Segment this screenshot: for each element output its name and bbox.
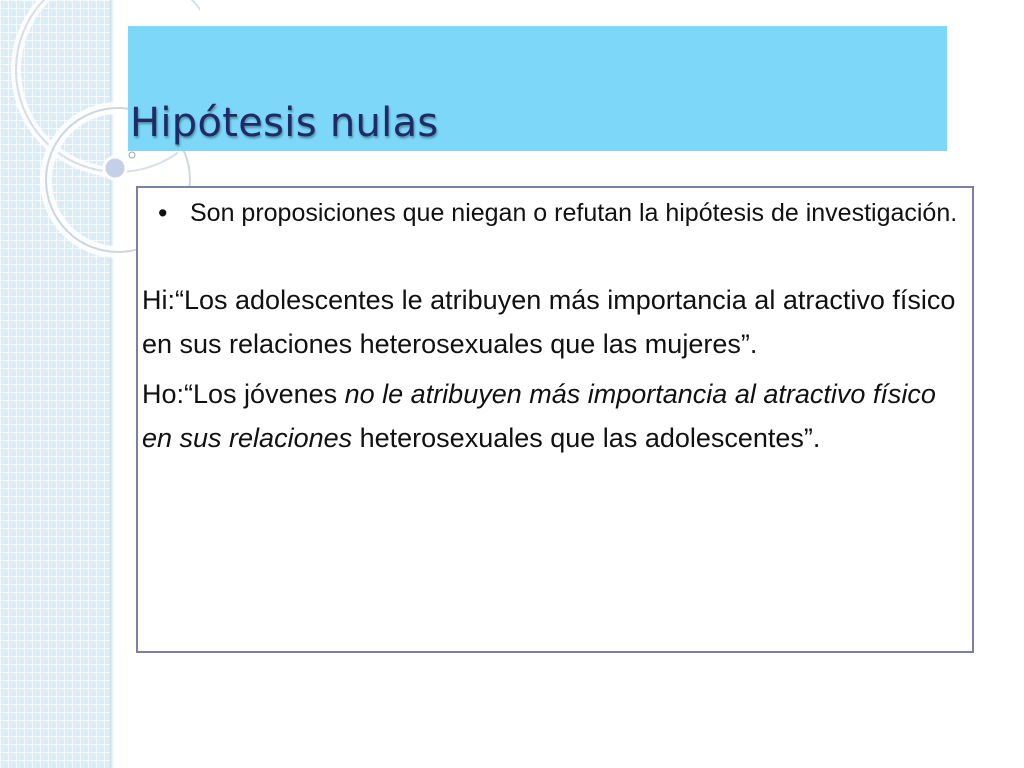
ho-label: Ho:	[142, 379, 185, 409]
decorative-grid-strip	[0, 0, 112, 768]
slide-title: Hipótesis nulas	[130, 100, 439, 146]
ho-text-end: heterosexuales que las adolescentes”.	[352, 423, 821, 453]
hi-text: “Los adolescentes le atribuyen más importancia al atractivo físico en sus relaciones heterosexuales que las mujeres”.	[142, 285, 956, 359]
hi-hypothesis	[142, 278, 972, 366]
bullet-item	[142, 194, 972, 232]
decorative-strip-edge	[110, 0, 114, 768]
bullet-text: Son proposiciones que niegan o refutan la hipótesis de investigación.	[190, 199, 958, 227]
bullet-icon: •	[158, 198, 168, 228]
hi-label: Hi:	[142, 285, 175, 315]
content-body	[142, 192, 972, 460]
ho-text-start: “Los jóvenes	[184, 379, 345, 409]
ho-hypothesis	[142, 372, 972, 460]
ho-text-italic: no le atribuyen más importancia al atractivo físico en sus relaciones	[142, 379, 936, 453]
content-box	[136, 186, 974, 653]
